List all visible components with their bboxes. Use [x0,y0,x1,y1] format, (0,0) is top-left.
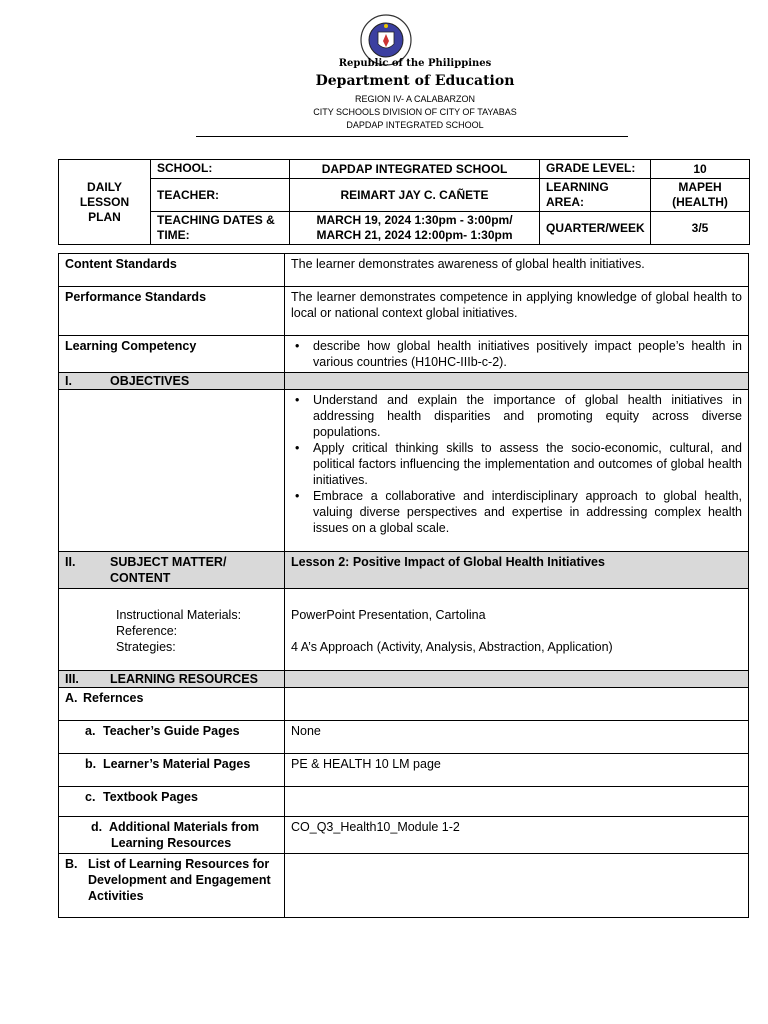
materials-values-cell [285,589,749,671]
reference-label: Reference: [116,624,178,638]
resources-label: LEARNING RESOURCES [110,672,258,686]
additional-materials-value: CO_Q3_Health10_Module 1-2 [285,817,749,854]
list-resources-letter: B. [65,857,78,871]
teachers-guide-label: Teacher’s Guide Pages [103,724,240,738]
references-value [285,688,749,721]
learners-material-letter: b. [85,757,97,771]
quarter-label: QUARTER/WEEK [540,212,651,245]
strategies-label: Strategies: [116,640,176,654]
dlp-label: DAILY LESSON PLAN [59,160,151,245]
area-label: LEARNING AREA: [540,179,651,212]
grade-label: GRADE LEVEL: [540,160,651,179]
objectives-list-cell [285,390,749,552]
teachers-guide-label-cell [59,721,285,754]
content-standards-value: The learner demonstrates awareness of global health initiatives. [285,254,749,287]
content-standards-label: Content Standards [59,254,285,287]
instructional-materials-label: Instructional Materials: [116,608,242,622]
subject-matter-heading [59,552,285,589]
school-value: DAPDAP INTEGRATED SCHOOL [290,160,540,179]
references-label-cell [59,688,285,721]
teachers-guide-value: None [285,721,749,754]
dates-value-line-1: MARCH 19, 2024 1:30pm - 3:00pm/ [316,213,513,227]
learning-competency-label: Learning Competency [59,336,285,373]
additional-materials-label-cell [59,817,285,854]
objectives-left-cell [59,390,285,552]
learners-material-label-cell [59,754,285,787]
dates-value [290,212,540,245]
resources-heading-blank [285,671,749,688]
list-resources-label: List of Learning Resources for Development and Engagement Activities [88,857,271,903]
dates-value-line-2: MARCH 21, 2024 12:00pm- 1:30pm [316,228,513,242]
learners-material-value: PE & HEALTH 10 LM page [285,754,749,787]
learning-competency-value [285,336,749,373]
objectives-number: I. [65,374,72,388]
lesson-info-table [58,159,750,245]
additional-materials-letter: d. [91,820,103,834]
learning-resources-heading [59,671,285,688]
competency-item: • describe how global health initiatives positively impact people’s health in various countries (H10HC-IIIb-c-2). [313,338,742,370]
performance-standards-value: The learner demonstrates competence in applying knowledge of global health to local or national context global initiatives. [285,287,749,336]
teachers-guide-letter: a. [85,724,96,738]
list-resources-label-cell [59,854,285,918]
additional-materials-label: Additional Materials from Learning Resources [109,820,260,850]
textbook-label-cell [59,787,285,817]
area-value: MAPEH (HEALTH) [651,179,750,212]
teacher-label: TEACHER: [151,179,290,212]
references-letter: A. [65,691,78,705]
school-line: DAPDAP INTEGRATED SCHOOL [346,120,484,130]
grade-value: 10 [651,160,750,179]
objectives-label: OBJECTIVES [110,374,190,388]
teacher-value: REIMART JAY C. CAÑETE [290,179,540,212]
department-title: Department of Education [315,73,515,89]
header-divider [196,136,628,137]
list-resources-value [285,854,749,918]
textbook-label: Textbook Pages [103,790,198,804]
textbook-value [285,787,749,817]
strategies-value: 4 A’s Approach (Activity, Analysis, Abstraction, Application) [291,640,613,654]
division-line: CITY SCHOOLS DIVISION OF CITY OF TAYABAS [313,107,517,117]
materials-labels-cell [59,589,285,671]
references-label: Refernces [83,691,144,705]
region-line: REGION IV- A CALABARZON [354,94,476,104]
subject-matter-value: Lesson 2: Positive Impact of Global Health Initiatives [285,552,749,589]
objectives-heading [59,373,285,390]
dates-label: TEACHING DATES & TIME: [151,212,290,245]
objective-item: • Apply critical thinking skills to assess the socio-economic, cultural, and political factors influencing the implementation and outcomes of global health initiatives. [313,440,742,488]
school-label: SCHOOL: [151,160,290,179]
learners-material-label: Learner’s Material Pages [103,757,251,771]
resources-number: III. [65,672,79,686]
objective-item: • Understand and explain the importance of global health initiatives in addressing health disparities and promoting equity across diverse populations. [313,392,742,440]
subject-label: SUBJECT MATTER/ CONTENT [110,555,227,585]
lesson-plan-table [58,253,749,918]
quarter-value: 3/5 [651,212,750,245]
performance-standards-label: Performance Standards [59,287,285,336]
objective-item: • Embrace a collaborative and interdisciplinary approach to global health, valuing diverse perspectives and expertise in addressing complex health issues on a global scale. [313,488,742,536]
republic-line: Republic of the Philippines [338,58,492,69]
subject-number: II. [65,555,76,569]
instructional-materials-value: PowerPoint Presentation, Cartolina [291,608,486,622]
textbook-letter: c. [85,790,96,804]
objectives-heading-blank [285,373,749,390]
